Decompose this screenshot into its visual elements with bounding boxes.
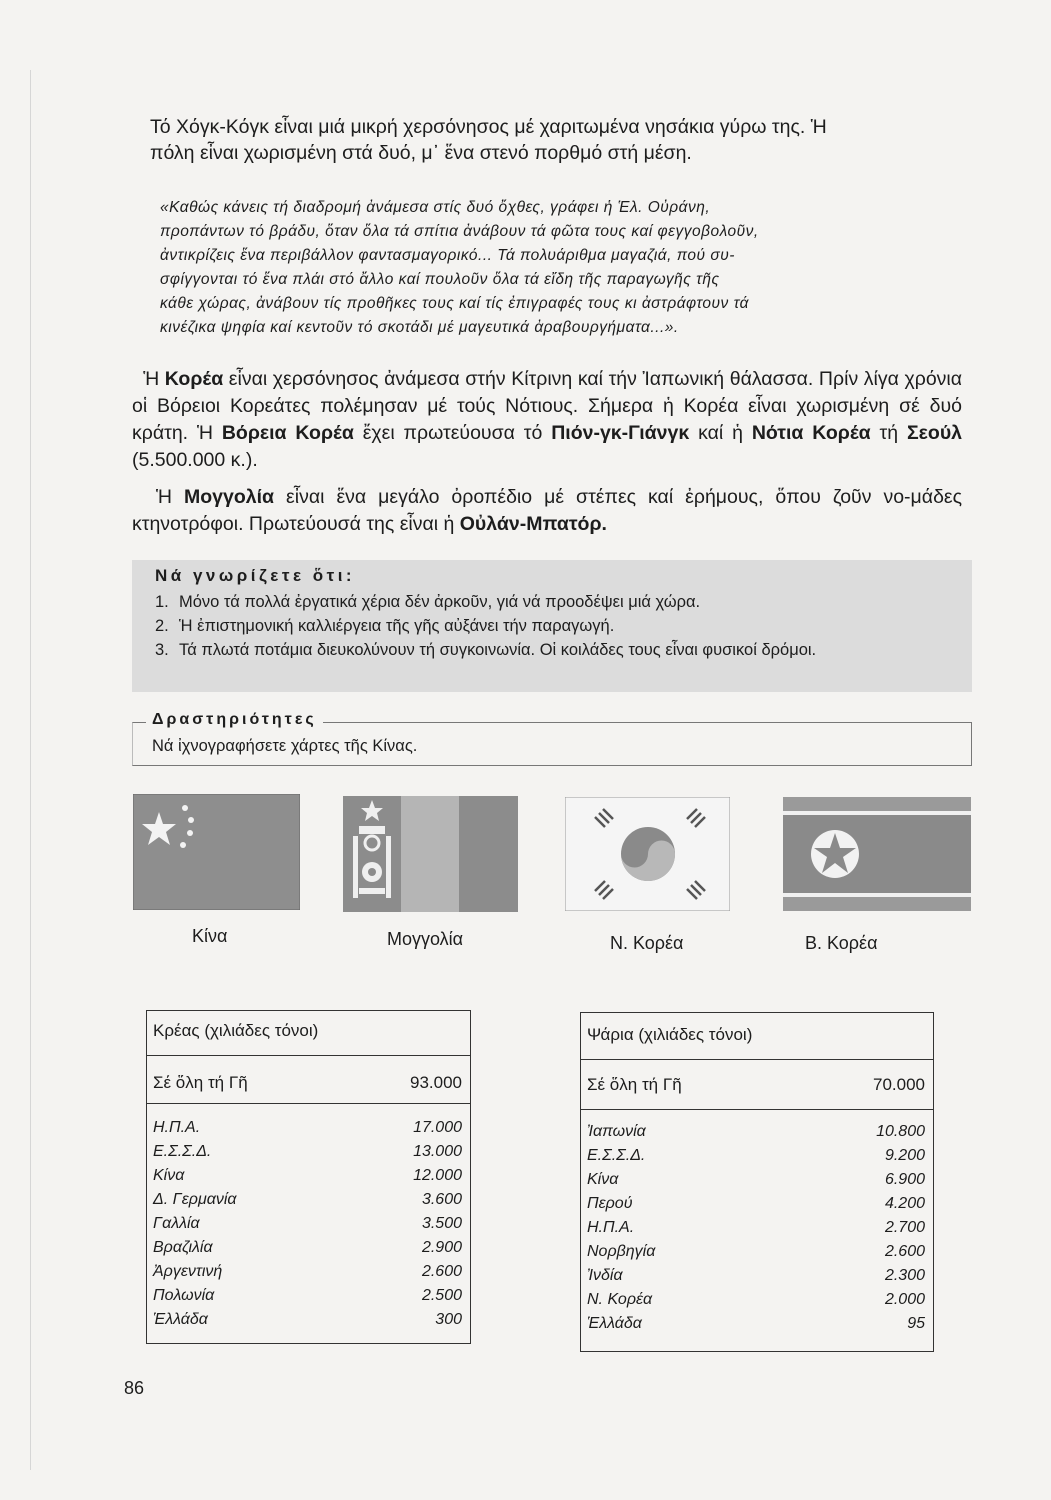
fact-number: 3. <box>155 641 169 659</box>
page-edge <box>30 70 31 1470</box>
table-row <box>153 1191 462 1215</box>
china-flag <box>133 794 300 910</box>
country: Κίνα <box>153 1167 185 1184</box>
value: 2.600 <box>884 1243 925 1260</box>
table-row <box>153 1143 462 1167</box>
table-row <box>153 1287 462 1311</box>
value: 300 <box>435 1311 462 1328</box>
value: 2.900 <box>421 1239 462 1256</box>
text: τή <box>870 422 907 444</box>
country: Ἑλλάδα <box>587 1315 642 1332</box>
flag-label-north-korea: Β. Κορέα <box>805 933 878 953</box>
fact-item <box>155 638 969 662</box>
country: Ἰαπωνία <box>587 1123 646 1140</box>
text: καί ἡ <box>689 422 752 444</box>
country: Περού <box>587 1195 633 1212</box>
country: Η.Π.Α. <box>587 1219 635 1236</box>
table-row <box>153 1239 462 1263</box>
korea-paragraph <box>132 366 962 474</box>
table-row <box>587 1315 925 1339</box>
term-ulaanbaatar: Οὐλάν-Μπατόρ. <box>459 513 607 535</box>
quote-line: σφίγγονται τό ἕνα πλάι στό ἄλλο καί πουλοῦν ὅλα τά εἴδη τῆς παραγωγῆς τῆς <box>160 271 720 288</box>
north-korea-flag <box>783 797 971 911</box>
fact-number: 1. <box>155 593 169 611</box>
value: 2.700 <box>884 1219 925 1236</box>
meat-total-row <box>153 1073 462 1093</box>
country: Πολωνία <box>153 1287 215 1304</box>
text: εἶναι χερσόνησος ἀνάμεσα στήν Κίτρινη καί τήν Ἰαπωνική θάλασσα. Πρίν λίγα χρόνια οἱ Βόρειοι Κορεάτες πολέμησαν μέ τούς Νότιους. Σήμερα ἡ Κορέα εἶναι χωρισμένη σέ δυό κράτη. Ἡ <box>132 368 963 444</box>
country: Ἀργεντινή <box>153 1263 223 1280</box>
table-row <box>153 1263 462 1287</box>
text: ἔχει πρωτεύουσα τό <box>353 422 552 444</box>
table-row <box>153 1311 462 1335</box>
country: Ε.Σ.Σ.Δ. <box>587 1147 646 1164</box>
term-korea: Κορέα <box>164 368 224 390</box>
value: 2.300 <box>884 1267 925 1284</box>
table-divider <box>581 1109 933 1110</box>
meat-table-title: Κρέας (χιλιάδες τόνοι) <box>153 1021 319 1040</box>
country: Δ. Γερμανία <box>153 1191 237 1208</box>
table-row <box>587 1243 925 1267</box>
table-row <box>153 1167 462 1191</box>
quote-line: κινέζικα ψηφία καί κεντοῦν τό σκοτάδι μέ μαγευτικά ἀραβουργήματα...». <box>160 319 679 336</box>
total-value: 70.000 <box>873 1075 925 1094</box>
value: 6.900 <box>884 1171 925 1188</box>
quote-line: κάθε χώρας, ἀνάβουν τίς προθῆκες τους καί τίς ἐπιγραφές τους κι ἀστράφτουν τά <box>160 295 750 312</box>
table-row <box>587 1123 925 1147</box>
total-value: 93.000 <box>410 1073 462 1092</box>
value: 12.000 <box>413 1167 462 1184</box>
table-row <box>587 1195 925 1219</box>
table-row <box>153 1119 462 1143</box>
fish-table-title: Ψάρια (χιλιάδες τόνοι) <box>587 1025 753 1044</box>
intro-line-1: Τό Χόγκ-Κόγκ εἶναι μιά μικρή χερσόνησος μέ χαριτωμένα νησάκια γύρω της. Ἡ <box>150 116 827 138</box>
intro-paragraph <box>150 114 960 166</box>
fact-text: Τά πλωτά ποτάμια διευκολύνουν τή συγκοινωνία. Οἱ κοιλάδες τους εἶναι φυσικοί δρόμοι. <box>179 641 817 659</box>
flag-label-china: Κίνα <box>192 926 228 946</box>
south-korea-flag <box>565 797 730 911</box>
fact-text: Μόνο τά πολλά ἐργατικά χέρια δέν ἀρκοῦν, γιά νά προοδέψει μιά χώρα. <box>179 593 701 611</box>
country: Η.Π.Α. <box>153 1119 201 1136</box>
text: (5.500.000 κ.). <box>132 449 258 471</box>
facts-title: Νά γνωρίζετε ὅτι: <box>155 566 356 585</box>
table-divider <box>147 1055 470 1056</box>
country: Νορβηγία <box>587 1243 656 1260</box>
total-label: Σέ ὅλη τή Γῆ <box>587 1075 682 1094</box>
term-north-korea: Βόρεια Κορέα <box>221 422 354 444</box>
mongolia-paragraph <box>132 484 962 538</box>
meat-table <box>146 1010 471 1344</box>
country: Ἰνδία <box>587 1267 623 1284</box>
table-row <box>587 1171 925 1195</box>
flag-label-mongolia: Μογγολία <box>387 929 464 949</box>
value: 2.500 <box>421 1287 462 1304</box>
value: 3.600 <box>421 1191 462 1208</box>
value: 3.500 <box>421 1215 462 1232</box>
value: 17.000 <box>413 1119 462 1136</box>
table-row <box>153 1215 462 1239</box>
fact-number: 2. <box>155 617 169 635</box>
table-row <box>587 1147 925 1171</box>
fact-item <box>155 614 945 638</box>
term-mongolia: Μογγολία <box>184 486 275 508</box>
activities-text: Νά ἰχνογραφήσετε χάρτες τῆς Κίνας. <box>152 737 418 755</box>
value: 95 <box>907 1315 925 1332</box>
quote-line: ἀντικρίζεις ἕνα περιβάλλον φαντασμαγορικό... Τά πολυάριθμα μαγαζιά, πού συ- <box>160 247 735 264</box>
value: 9.200 <box>884 1147 925 1164</box>
term-pyongyang: Πιόν-γκ-Γιάνγκ <box>551 422 690 444</box>
text: εἶναι ἕνα μεγάλο ὀροπέδιο μέ στέπες καί ἐρήμους, ὅπου ζοῦν νο-μάδες κτηνοτρόφοι. Πρωτεύουσά της εἶναι ἡ <box>132 486 963 535</box>
table-row <box>587 1267 925 1291</box>
value: 4.200 <box>884 1195 925 1212</box>
intro-line-2: πόλη εἶναι χωρισμένη στά δυό, μ᾽ ἕνα στενό πορθμό στή μέση. <box>150 142 692 164</box>
country: Ν. Κορέα <box>587 1291 653 1308</box>
quote-line: «Καθώς κάνεις τή διαδρομή ἀνάμεσα στίς δυό ὄχθες, γράφει ἡ Ἑλ. Οὐράνη, <box>160 199 711 216</box>
fact-text: Ἡ ἐπιστημονική καλλιέργεια τῆς γῆς αὐξάνει τήν παραγωγή. <box>179 617 615 635</box>
table-row <box>587 1291 925 1315</box>
text: Ἡ <box>156 486 185 508</box>
country: Κίνα <box>587 1171 619 1188</box>
fact-item <box>155 590 945 614</box>
total-label: Σέ ὅλη τή Γῆ <box>153 1073 248 1092</box>
hongkong-quote <box>160 196 900 340</box>
country: Ε.Σ.Σ.Δ. <box>153 1143 212 1160</box>
page-number: 86 <box>124 1378 145 1398</box>
country: Βραζιλία <box>153 1239 213 1256</box>
country: Γαλλία <box>153 1215 200 1232</box>
term-seoul: Σεούλ <box>906 422 963 444</box>
value: 2.600 <box>421 1263 462 1280</box>
table-row <box>587 1219 925 1243</box>
table-divider <box>147 1103 470 1104</box>
quote-line: προπάντων τό βράδυ, ὅταν ὅλα τά σπίτια ἀνάβουν τά φῶτα τους καί φεγγοβολοῦν, <box>160 223 759 240</box>
text: Ἡ <box>143 368 165 390</box>
value: 13.000 <box>413 1143 462 1160</box>
fish-total-row <box>587 1075 925 1095</box>
value: 10.800 <box>876 1123 925 1140</box>
fish-table <box>580 1012 934 1352</box>
flag-label-south-korea: Ν. Κορέα <box>610 933 684 953</box>
table-divider <box>581 1059 933 1060</box>
mongolia-flag <box>343 796 518 912</box>
country: Ἑλλάδα <box>153 1311 208 1328</box>
value: 2.000 <box>884 1291 925 1308</box>
term-south-korea: Νότια Κορέα <box>751 422 871 444</box>
activities-title: Δραστηριότητες <box>146 711 323 729</box>
